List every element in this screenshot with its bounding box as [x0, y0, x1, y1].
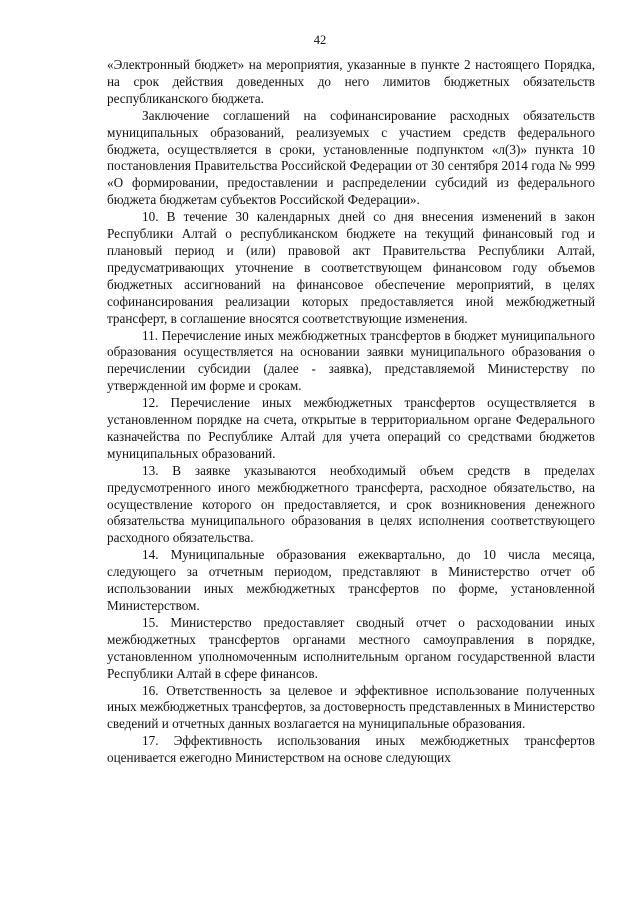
- paragraph-15: 15. Министерство предоставляет сводный отчет о расходовании иных межбюджетных трансфертов органами местного самоуправления в порядке, установленном уполномоченным исполнительным органом государственной власти Республики Алтай в сфере финансов.: [107, 614, 595, 681]
- paragraph-16: 16. Ответственность за целевое и эффективное использование полученных иных межбюджетных трансфертов, за достоверность представленных в Министерство сведений и отчетных данных возлагается на муниципальные образования.: [107, 682, 595, 732]
- paragraph-agreement-terms: Заключение соглашений на софинансирование расходных обязательств муниципальных образований, реализуемых с участием средств федерального бюджета, осуществляется в сроки, установленные подпунктом «л(3)» пункта 10 постановления Правительства Российской Федерации от 30 сентября 2014 года № 999 «О формировании, предоставлении и распределении субсидий из федерального бюджета бюджетам субъектов Российской Федерации».: [107, 107, 595, 208]
- paragraph-11: 11. Перечисление иных межбюджетных трансфертов в бюджет муниципального образования осуществляется на основании заявки муниципального образования о перечислении субсидии (далее - заявка), представляемой Министерству по утвержденной им форме и срокам.: [107, 327, 595, 394]
- paragraph-continuation: «Электронный бюджет» на мероприятия, указанные в пункте 2 настоящего Порядка, на срок действия доведенных до него лимитов бюджетных обязательств республиканского бюджета.: [107, 57, 595, 106]
- paragraph-14: 14. Муниципальные образования ежеквартально, до 10 числа месяца, следующего за отчетным периодом, представляют в Министерство отчет об использовании иных межбюджетных трансфертов по форме, установленной Министерством.: [107, 547, 595, 613]
- document-body: [107, 57, 595, 767]
- paragraph-13: 13. В заявке указываются необходимый объем средств в пределах предусмотренного иного межбюджетного трансферта, расходное обязательство, на осуществление которого он предоставляется, и срок возникновения денежного обязательства муниципального образования в целях исполнения соответствующего расходного обязательства.: [107, 462, 595, 546]
- paragraph-12: 12. Перечисление иных межбюджетных трансфертов осуществляется в установленном порядке на счета, открытые в территориальном органе Федерального казначейства по Республике Алтай для учета операций со средствами бюджетов муниципальных образований.: [107, 395, 595, 461]
- paragraph-17: 17. Эффективность использования иных межбюджетных трансфертов оценивается ежегодно Министерством на основе следующих: [107, 733, 595, 766]
- paragraph-10: 10. В течение 30 календарных дней со дня внесения изменений в закон Республики Алтай о республиканском бюджете на текущий финансовый год и плановый период и (или) правовой акт Правительства Республики Алтай, предусматривающих уточнение в соответствующем финансовом году объемов бюджетных ассигнований на финансовое обеспечение мероприятий, в целях софинансирования реализации которых предоставляется иной межбюджетный трансферт, в соглашение вносятся соответствующие изменения.: [107, 209, 595, 326]
- page-number: 42: [313, 33, 327, 47]
